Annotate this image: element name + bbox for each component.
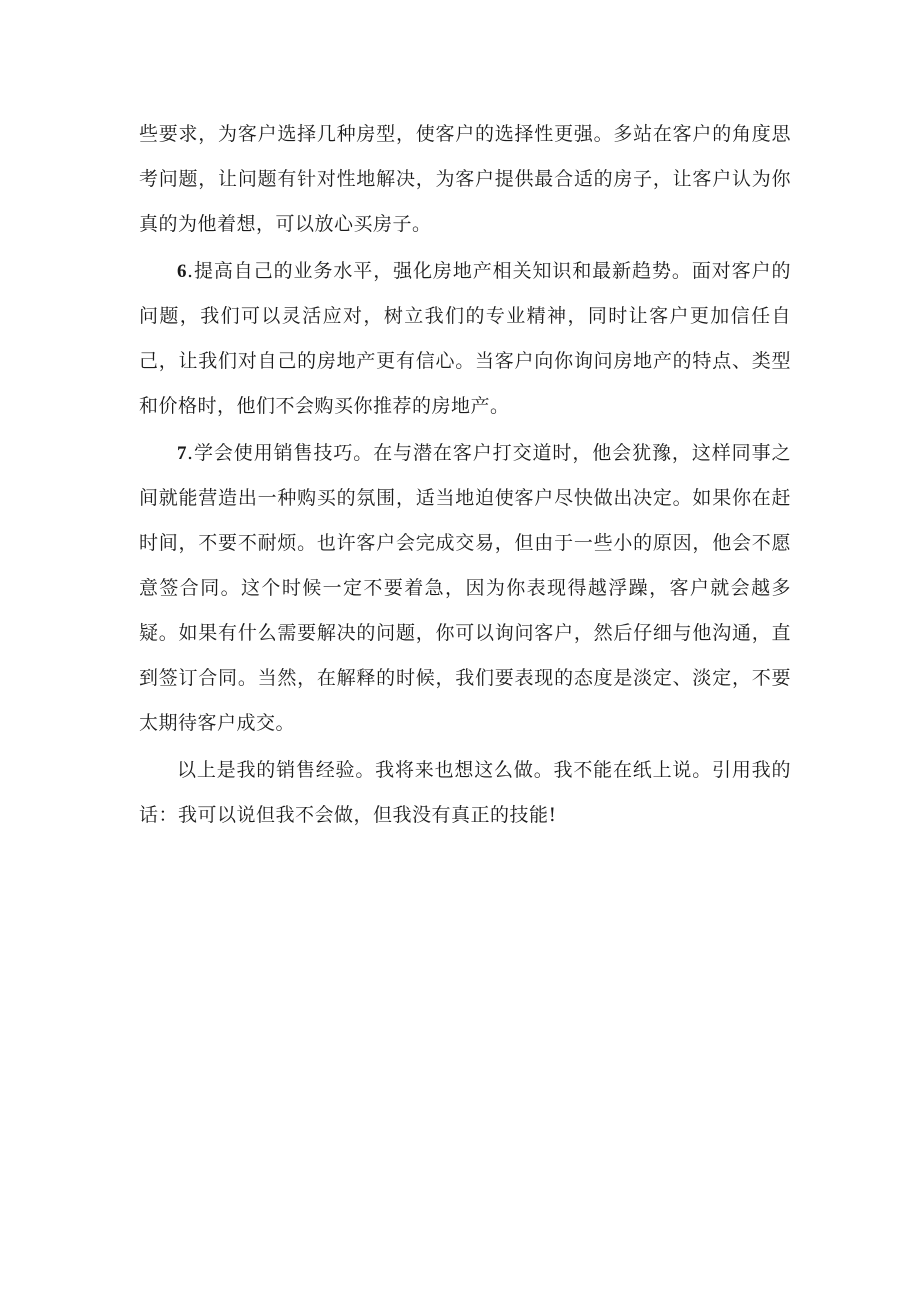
paragraph-item-6 [139, 249, 791, 429]
paragraph-number: 6 [177, 261, 187, 282]
paragraph-continuation [139, 112, 791, 247]
paragraph-text: 些要求，为客户选择几种房型，使客户的选择性更强。多站在客户的角度思考问题，让问题有针对性地解决，为客户提供最合适的房子，让客户认为你真的为他着想，可以放心买房子。 [139, 123, 791, 235]
paragraph-conclusion [139, 748, 791, 838]
document-body [139, 112, 791, 838]
paragraph-text: .提高自己的业务水平，强化房地产相关知识和最新趋势。面对客户的问题，我们可以灵活应对，树立我们的专业精神，同时让客户更加信任自己，让我们对自己的房地产更有信心。当客户向你询问房地产的特点、类型和价格时，他们不会购买你推荐的房地产。 [139, 260, 791, 417]
paragraph-text: 以上是我的销售经验。我将来也想这么做。我不能在纸上说。引用我的话：我可以说但我不会做，但我没有真正的技能! [139, 759, 791, 826]
paragraph-item-7 [139, 431, 791, 746]
paragraph-text: .学会使用销售技巧。在与潜在客户打交道时，他会犹豫，这样同事之间就能营造出一种购买的氛围，适当地迫使客户尽快做出决定。如果你在赶时间，不要不耐烦。也许客户会完成交易，但由于一些小的原因，他会不愿意签合同。这个时候一定不要着急，因为你表现得越浮躁，客户就会越多疑。如果有什么需要解决的问题，你可以询问客户，然后仔细与他沟通，直到签订合同。当然，在解释的时候，我们要表现的态度是淡定、淡定，不要太期待客户成交。 [139, 442, 791, 734]
paragraph-number: 7 [177, 443, 187, 464]
